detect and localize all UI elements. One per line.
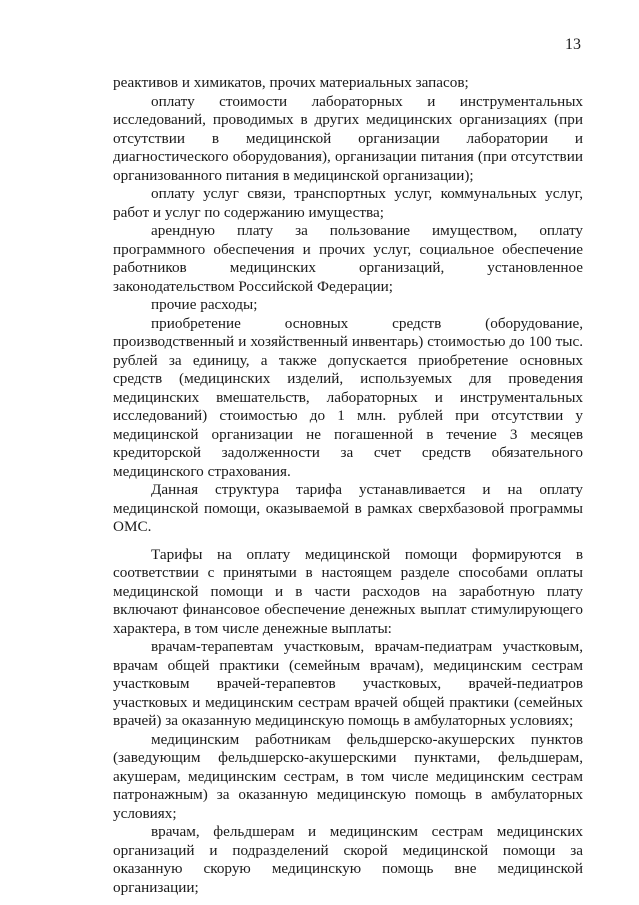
paragraph: оплату услуг связи, транспортных услуг, коммунальных услуг, работ и услуг по содержанию имущества; <box>113 185 583 221</box>
page-number: 13 <box>565 36 581 53</box>
paragraph: врачам, фельдшерам и медицинским сестрам медицинских организаций и подразделений скорой медицинской помощи за оказанную скорую медицинскую помощь вне медицинской организации; <box>113 823 583 896</box>
paragraph: Тарифы на оплату медицинской помощи формируются в соответствии с принятыми в настоящем разделе способами оплаты медицинской помощи и в части расходов на заработную плату включают финансовое обеспечение денежных выплат стимулирующего характера, в том числе денежные выплаты: <box>113 545 583 637</box>
paragraph: приобретение основных средств (оборудование, производственный и хозяйственный инвентарь) стоимостью до 100 тыс. рублей за единицу, а также допускается приобретение основных средств (медицинских изделий, используемых для проведения медицинских вмешательств, лабораторных и инструментальных исследований) стоимостью до 1 млн. рублей при отсутствии у медицинской организации не погашенной в течение 3 месяцев кредиторской задолженности за счет средств обязательного медицинского страхования. <box>113 314 583 480</box>
paragraph: Данная структура тарифа устанавливается и на оплату медицинской помощи, оказываемой в рамках сверхбазовой программы ОМС. <box>113 481 583 535</box>
paragraph: медицинским работникам фельдшерско-акушерских пунктов (заведующим фельдшерско-акушерскими пунктами, фельдшерам, акушерам, медицинским сестрам, в том числе медицинским сестрам патронажным) за оказанную медицинскую помощь в амбулаторных условиях; <box>113 730 583 822</box>
paragraph: арендную плату за пользование имуществом, оплату программного обеспечения и прочих услуг, социальное обеспечение работников медицинских организаций, установленное законодательством Российской Федерации; <box>113 222 583 295</box>
paragraph: реактивов и химикатов, прочих материальных запасов; <box>113 74 469 91</box>
document-body <box>113 74 583 897</box>
paragraph: врачам-терапевтам участковым, врачам-педиатрам участковым, врачам общей практики (семейным врачам), медицинским сестрам участковым врачей-терапевтов участковых, врачей-педиатров участковых и медицинским сестрам врачей общей практики (семейных врачей) за оказанную медицинскую помощь в амбулаторных условиях; <box>113 638 583 729</box>
paragraph: прочие расходы; <box>151 296 258 313</box>
paragraph: оплату стоимости лабораторных и инструментальных исследований, проводимых в других медицинских организациях (при отсутствии в медицинской организации лаборатории и диагностического оборудования), организации питания (при отсутствии организованного питания в медицинской организации); <box>113 92 583 184</box>
